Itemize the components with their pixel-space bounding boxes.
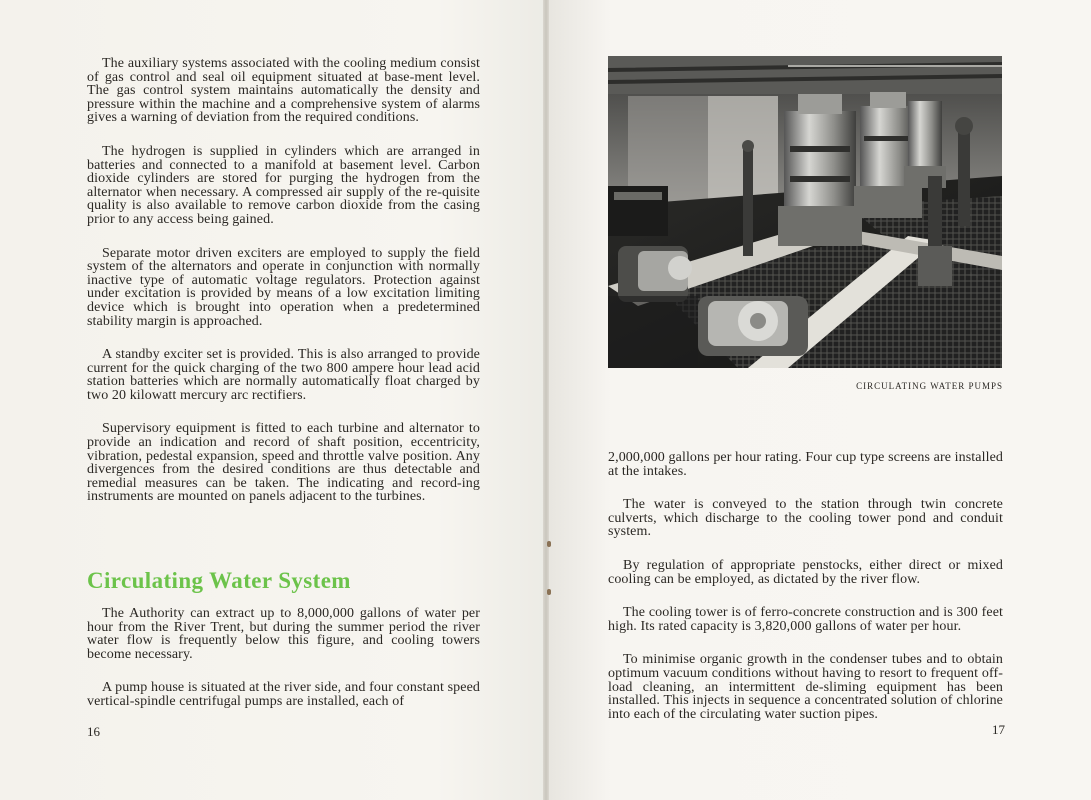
paragraph: The auxiliary systems associated with the cooling medium consist of gas control and seal oil equipment situated at base-ment level. The gas control system maintains automatically the density and pressure within the machine and a comprehensive system of alarms gives a warning of deviation from the required conditions. [87, 56, 480, 126]
pump-house-photo [608, 56, 1002, 368]
photo-caption: CIRCULATING WATER PUMPS [856, 381, 1003, 391]
paragraph: The Authority can extract up to 8,000,000 gallons of water per hour from the River Trent, but during the summer period the river water flow is frequently below this figure, and cooling towers become necessary. [87, 606, 480, 662]
paragraph: To minimise organic growth in the condenser tubes and to obtain optimum vacuum conditions without having to resort to frequent off-load cleaning, an intermittent de-sliming equipment has been installed. This injects in sequence a concentrated solution of chlorine into each of the circulating water suction pipes. [608, 652, 1003, 722]
paragraph: The cooling tower is of ferro-concrete construction and is 300 feet high. Its rated capacity is 3,820,000 gallons of water per hour. [608, 605, 1003, 634]
page-number-right: 17 [992, 722, 1005, 737]
paragraph: By regulation of appropriate penstocks, either direct or mixed cooling can be employed, as dictated by the river flow. [608, 557, 1003, 587]
page-number-left: 16 [87, 724, 100, 739]
paragraph: 2,000,000 gallons per hour rating. Four cup type screens are installed at the intakes. [608, 450, 1003, 479]
book-gutter [543, 0, 549, 800]
right-text [608, 451, 1003, 721]
binding-mark [547, 589, 551, 595]
binding-mark [547, 541, 551, 547]
left-text-bottom [87, 607, 480, 709]
pump-house-illustration [608, 56, 1002, 368]
paragraph: A standby exciter set is provided. This is also arranged to provide current for the quick charging of the two 800 ampere hour lead acid station batteries which are normally automatically float charged by two 20 kilowatt mercury arc rectifiers. [87, 347, 480, 403]
paragraph: The water is conveyed to the station through twin concrete culverts, which discharge to the cooling tower pond and conduit system. [608, 497, 1003, 540]
paragraph: The hydrogen is supplied in cylinders which are arranged in batteries and connected to a manifold at basement level. Carbon dioxide cylinders are stored for purging the hydrogen from the alternator when necessary. A compressed air supply of the re-quisite quality is also available to remove carbon dioxide from the casing prior to any access being gained. [87, 143, 480, 227]
section-heading: Circulating Water System [87, 568, 351, 593]
paragraph: Supervisory equipment is fitted to each turbine and alternator to provide an indication and record of shaft position, eccentricity, vibration, pedestal expansion, speed and throttle valve position. Any divergences from the desired conditions are thus detectable and remedial measures can be taken. The indicating and record-ing instruments are mounted on panels adjacent to the turbines. [87, 421, 480, 505]
paragraph: A pump house is situated at the river side, and four constant speed vertical-spindle centrifugal pumps are installed, each of [87, 680, 480, 709]
left-text-top [87, 57, 480, 504]
paragraph: Separate motor driven exciters are employed to supply the field system of the alternators and operate in conjunction with normally inactive type of automatic voltage regulators. Protection against under excitation is provided by means of a low excitation limiting device which is brought into operation when a predetermined stability margin is approached. [87, 245, 480, 329]
